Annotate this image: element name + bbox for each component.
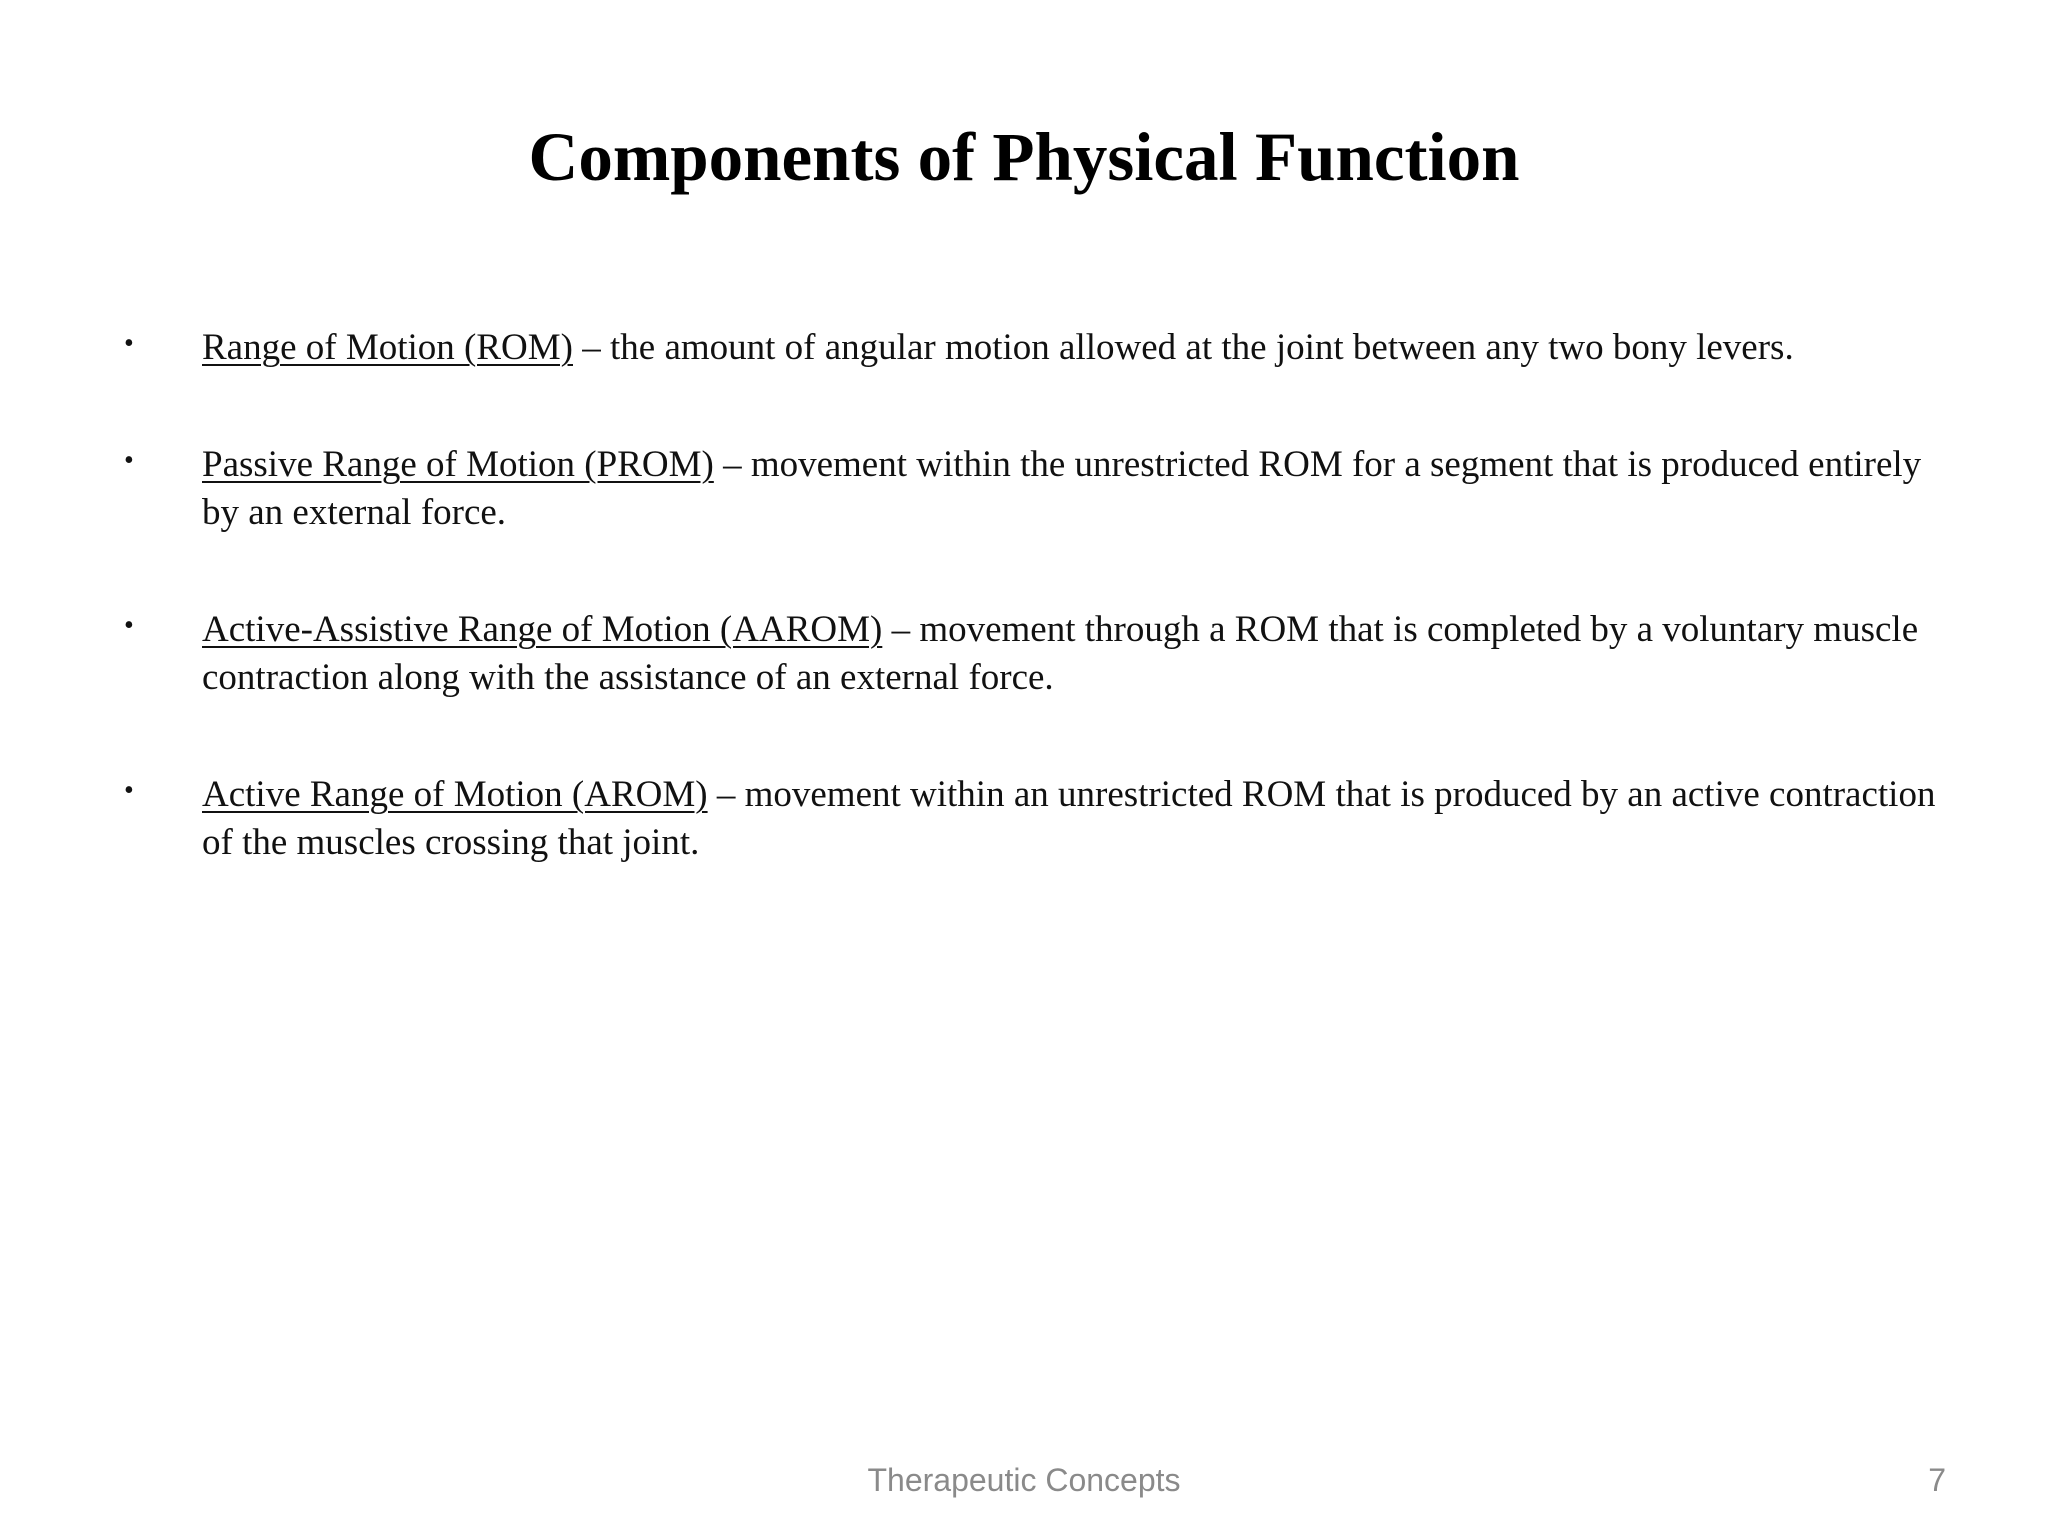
definition-arom: – movement within an unrestricted ROM that is produced by an active contraction of the muscles crossing that joint. bbox=[202, 774, 1936, 863]
page-number: 7 bbox=[1928, 1462, 1946, 1498]
term-rom: Range of Motion (ROM) bbox=[202, 327, 573, 368]
term-aarom: Active-Assistive Range of Motion (AAROM) bbox=[202, 609, 883, 650]
slide-title: Components of Physical Function bbox=[528, 119, 1520, 195]
definition-prom: – movement within the unrestricted ROM for a segment that is produced entirely by an external force. bbox=[202, 444, 1922, 533]
bullet-icon: • bbox=[124, 775, 134, 806]
bullet-text bbox=[202, 606, 1954, 702]
bullet-icon: • bbox=[124, 328, 134, 359]
bullet-text bbox=[202, 771, 1954, 867]
bullet-text bbox=[202, 324, 1954, 372]
term-arom: Active Range of Motion (AROM) bbox=[202, 774, 708, 815]
bullet-icon: • bbox=[124, 445, 134, 476]
bullet-icon: • bbox=[124, 610, 134, 641]
footer-title: Therapeutic Concepts bbox=[867, 1462, 1181, 1498]
definition-aarom: – movement through a ROM that is completed by a voluntary muscle contraction along with the assistance of an external force. bbox=[202, 609, 1919, 698]
term-prom: Passive Range of Motion (PROM) bbox=[202, 444, 714, 485]
bullet-text bbox=[202, 441, 1954, 537]
definition-rom: – the amount of angular motion allowed at the joint between any two bony levers. bbox=[573, 327, 1794, 368]
